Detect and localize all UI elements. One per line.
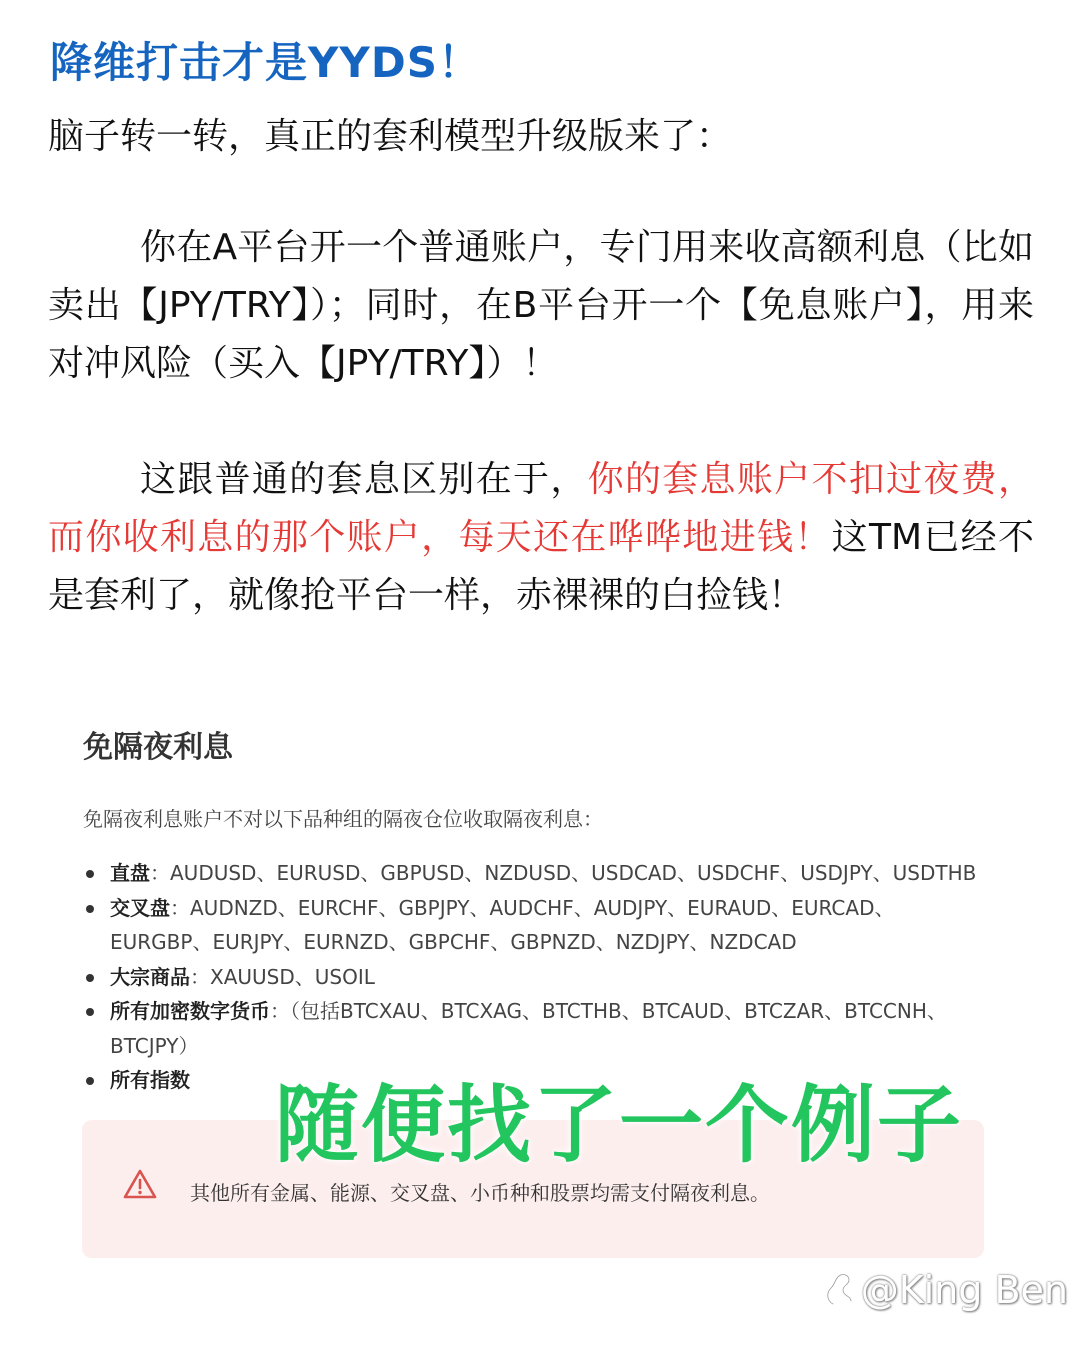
list-item-text: ：AUDNZD、EURCHF、GBPJPY、AUDCHF、AUDJPY、EURAUD、EURCAD、EURGBP、EURJPY、EURNZD、GBPCHF、GBPNZD、NZDJPY、NZDCAD <box>110 895 895 954</box>
list-item-label: 所有指数 <box>110 1068 190 1092</box>
paragraph-2-lead: 这跟普通的套息区别在于， <box>140 459 588 500</box>
swap-free-description: 免隔夜利息账户不对以下品种组的隔夜仓位收取隔夜利息： <box>83 807 603 831</box>
watermark <box>823 1268 1068 1312</box>
article-intro: 脑子转一转，真正的套利模型升级版来了： <box>48 116 733 157</box>
xiaohongshu-logo-icon <box>823 1271 857 1307</box>
list-item <box>83 994 988 1063</box>
list-item-label: 大宗商品 <box>110 964 190 989</box>
list-item-text: ：（包括BTCXAU、BTCXAG、BTCTHB、BTCAUD、BTCZAR、BTCCNH、BTCJPY） <box>110 999 947 1058</box>
swap-free-title: 免隔夜利息 <box>83 730 233 765</box>
list-item <box>83 960 988 995</box>
article-paragraph-2 <box>48 451 1034 625</box>
paragraph-2-tail: 这TM已经不是套利了，就像抢平台一样，赤裸裸的白捡钱！ <box>48 517 1034 616</box>
list-item-text: ：AUDUSD、EURUSD、GBPUSD、NZDUSD、USDCAD、USDCHF、USDJPY、USDTHB <box>150 861 977 885</box>
warning-triangle-icon <box>122 1168 158 1200</box>
list-item <box>83 856 988 891</box>
overlay-caption: 随便找了一个例子 <box>275 1076 964 1174</box>
article-heading: 降维打击才是YYDS！ <box>50 38 481 87</box>
list-item-label: 直盘 <box>110 861 150 885</box>
article-paragraph-1: 你在A平台开一个普通账户，专门用来收高额利息（比如卖出【JPY/TRY】）；同时，在B平台开一个【免息账户】，用来对冲风险（买入【JPY/TRY】）！ <box>48 227 1034 384</box>
swap-notice-text: 其他所有金属、能源、交叉盘、小币种和股票均需支付隔夜利息。 <box>190 1181 770 1205</box>
list-item <box>83 891 988 960</box>
paragraph-2-highlight: 你的套息账户不扣过夜费，而你收利息的那个账户，每天还在哗哗地进钱！ <box>48 459 1034 558</box>
list-item-text: ：XAUUSD、USOIL <box>190 964 375 989</box>
list-item-label: 所有加密数字货币 <box>110 999 270 1023</box>
list-item-label: 交叉盘 <box>110 895 170 920</box>
watermark-handle: @King Ben <box>860 1268 1068 1312</box>
